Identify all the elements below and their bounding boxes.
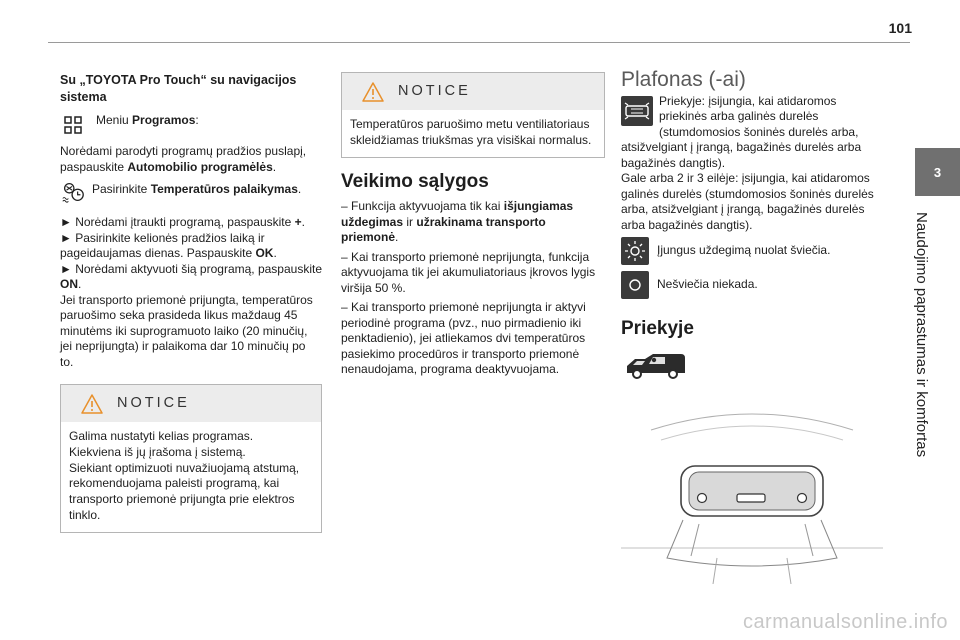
door-mode-block <box>621 94 885 234</box>
notice-title: NOTICE <box>398 82 471 99</box>
notice-title: NOTICE <box>117 394 190 411</box>
notice-line: Kiekviena iš jų įrašoma į sistemą. <box>69 444 246 459</box>
step-add <box>60 215 322 231</box>
cond1-end: . <box>395 230 399 245</box>
step1-bold: + <box>294 215 302 229</box>
warning-triangle-icon <box>81 394 103 414</box>
front-ceiling-light-illustration <box>621 408 883 584</box>
off-mode-row <box>621 271 885 299</box>
step-select-time <box>60 231 322 262</box>
cond1-bold2: užrakinama transporto priemonė <box>341 214 546 245</box>
chapter-tab[interactable]: 3 <box>915 148 960 196</box>
section-heading-plafonas: Plafonas (-ai) <box>621 68 746 91</box>
step2-text: ► Pasirinkite kelionės pradžios laiką ir pageidaujamas dienas. Paspauskite <box>60 230 265 260</box>
step3-text: ► Norėdami aktyvuoti šią programą, paspauskite <box>60 261 322 276</box>
select-bold: Temperatūros palaikymas <box>150 182 298 196</box>
page-number: 101 <box>888 20 912 36</box>
on-mode-text: Įjungus uždegimą nuolat šviečia. <box>657 243 831 257</box>
select-suffix: . <box>297 182 302 196</box>
para-connected: Jei transporto priemonė prijungta, temperatūros paruošimo seka prasideda likus maždaug 45 minutėms iki suprogramuoto laiko (20 minučių, jei neprijungta) ir palaikoma dar 10 minučių po to. <box>60 292 313 369</box>
door-mode-rear-text: Gale arba 2 ir 3 eilėje: įsijungia, kai atidaromos galinės durelės (stumdomosios šoninės durelės arba, atsižvelgiant į įrangą, bagažinės durelės arba bagažinės dangtis). <box>621 171 874 232</box>
notice-line: Galima nustatyti kelias programas. <box>69 429 254 443</box>
notice-body: Temperatūros paruošimo metu ventiliatoriaus skleidžiamas triukšmas yra visiškai normalus. <box>350 117 592 147</box>
menu-programos: Programos <box>132 113 196 127</box>
menu-suffix: : <box>195 113 199 127</box>
notice-line: Siekiant optimizuoti nuvažiuojamą atstumą, rekomenduojama paleisti programą, kai transporto priemonė prijungta prie elektros tinklo. <box>69 460 300 522</box>
menu-row <box>60 112 322 138</box>
on-mode-row <box>621 237 885 265</box>
step-activate <box>60 262 322 293</box>
light-on-icon <box>621 237 649 265</box>
section-heading-pro-touch: Su „TOYOTA Pro Touch“ su navigacijos sistema <box>60 73 297 104</box>
step3-bold: ON <box>60 277 78 291</box>
light-off-icon <box>621 271 649 299</box>
notice-box-noise <box>341 72 605 158</box>
cond1-mid: ir <box>403 214 417 229</box>
section-heading-conditions: Veikimo sąlygos <box>341 170 489 192</box>
condition-item-2: – Kai transporto priemonė neprijungta, funkcija aktyvuojama tik jei akumuliatoriaus įkrovos lygis viršija 50 %. <box>341 249 596 295</box>
condition-item-3: – Kai transporto priemonė neprijungta ir aktyvi periodinė programa (pvz., nuo pirmadienio iki penktadienio), jei atliekamos dvi temperatūros pasiekimo procedūros ir transporto priemonė nenaudojama, programa deaktyvuojama. <box>341 300 586 377</box>
select-prefix: Pasirinkite <box>92 182 151 196</box>
column-1 <box>60 72 322 533</box>
header-rule <box>48 42 910 43</box>
section-heading-priekyje: Priekyje <box>621 318 694 339</box>
notice-body <box>61 422 321 532</box>
van-front-icon <box>623 351 885 384</box>
cond1-text: – Funkcija aktyvuojama tik kai <box>341 199 504 214</box>
para1-text: Norėdami parodyti programų pradžios puslapį, paspauskite <box>60 144 307 174</box>
apps-grid-icon <box>60 112 86 138</box>
chapter-side-title <box>904 212 930 474</box>
step2-end: . <box>273 246 277 260</box>
menu-prefix: Meniu <box>96 113 133 127</box>
door-mode-front-text: Priekyje: įsijungia, kai atidaromos priekinės arba galinės durelės (stumdomosios šoninės durelės arba, atsižvelgiant į įrangą, bagažinės durelės arba bagažinės dangtis). <box>621 93 862 170</box>
condition-item-1 <box>341 199 605 246</box>
notice-header <box>342 73 604 110</box>
notice-box-programs <box>60 384 322 533</box>
step3-end: . <box>78 277 82 291</box>
para-open-apps <box>60 144 322 175</box>
column-2 <box>341 72 605 382</box>
notice-header <box>61 385 321 422</box>
step1-text: ► Norėdami įtraukti programą, paspauskite <box>60 215 295 229</box>
para1-end: . <box>272 159 277 174</box>
chapter-title-text: Naudojimo paprastumas ir komfortas <box>913 212 930 458</box>
warning-triangle-icon <box>362 82 384 102</box>
para1-bold: Automobilio programėlės <box>127 159 273 174</box>
cond1-bold1: išjungiamas uždegimas <box>341 199 574 229</box>
door-light-icon <box>621 96 653 126</box>
column-3 <box>621 68 885 383</box>
step1-end: . <box>301 215 306 229</box>
select-row <box>60 179 322 205</box>
off-mode-text: Nešviečia niekada. <box>657 277 758 291</box>
climate-clock-icon <box>60 179 86 205</box>
watermark: carmanualsonline.info <box>742 611 948 633</box>
step2-bold: OK <box>255 246 274 260</box>
